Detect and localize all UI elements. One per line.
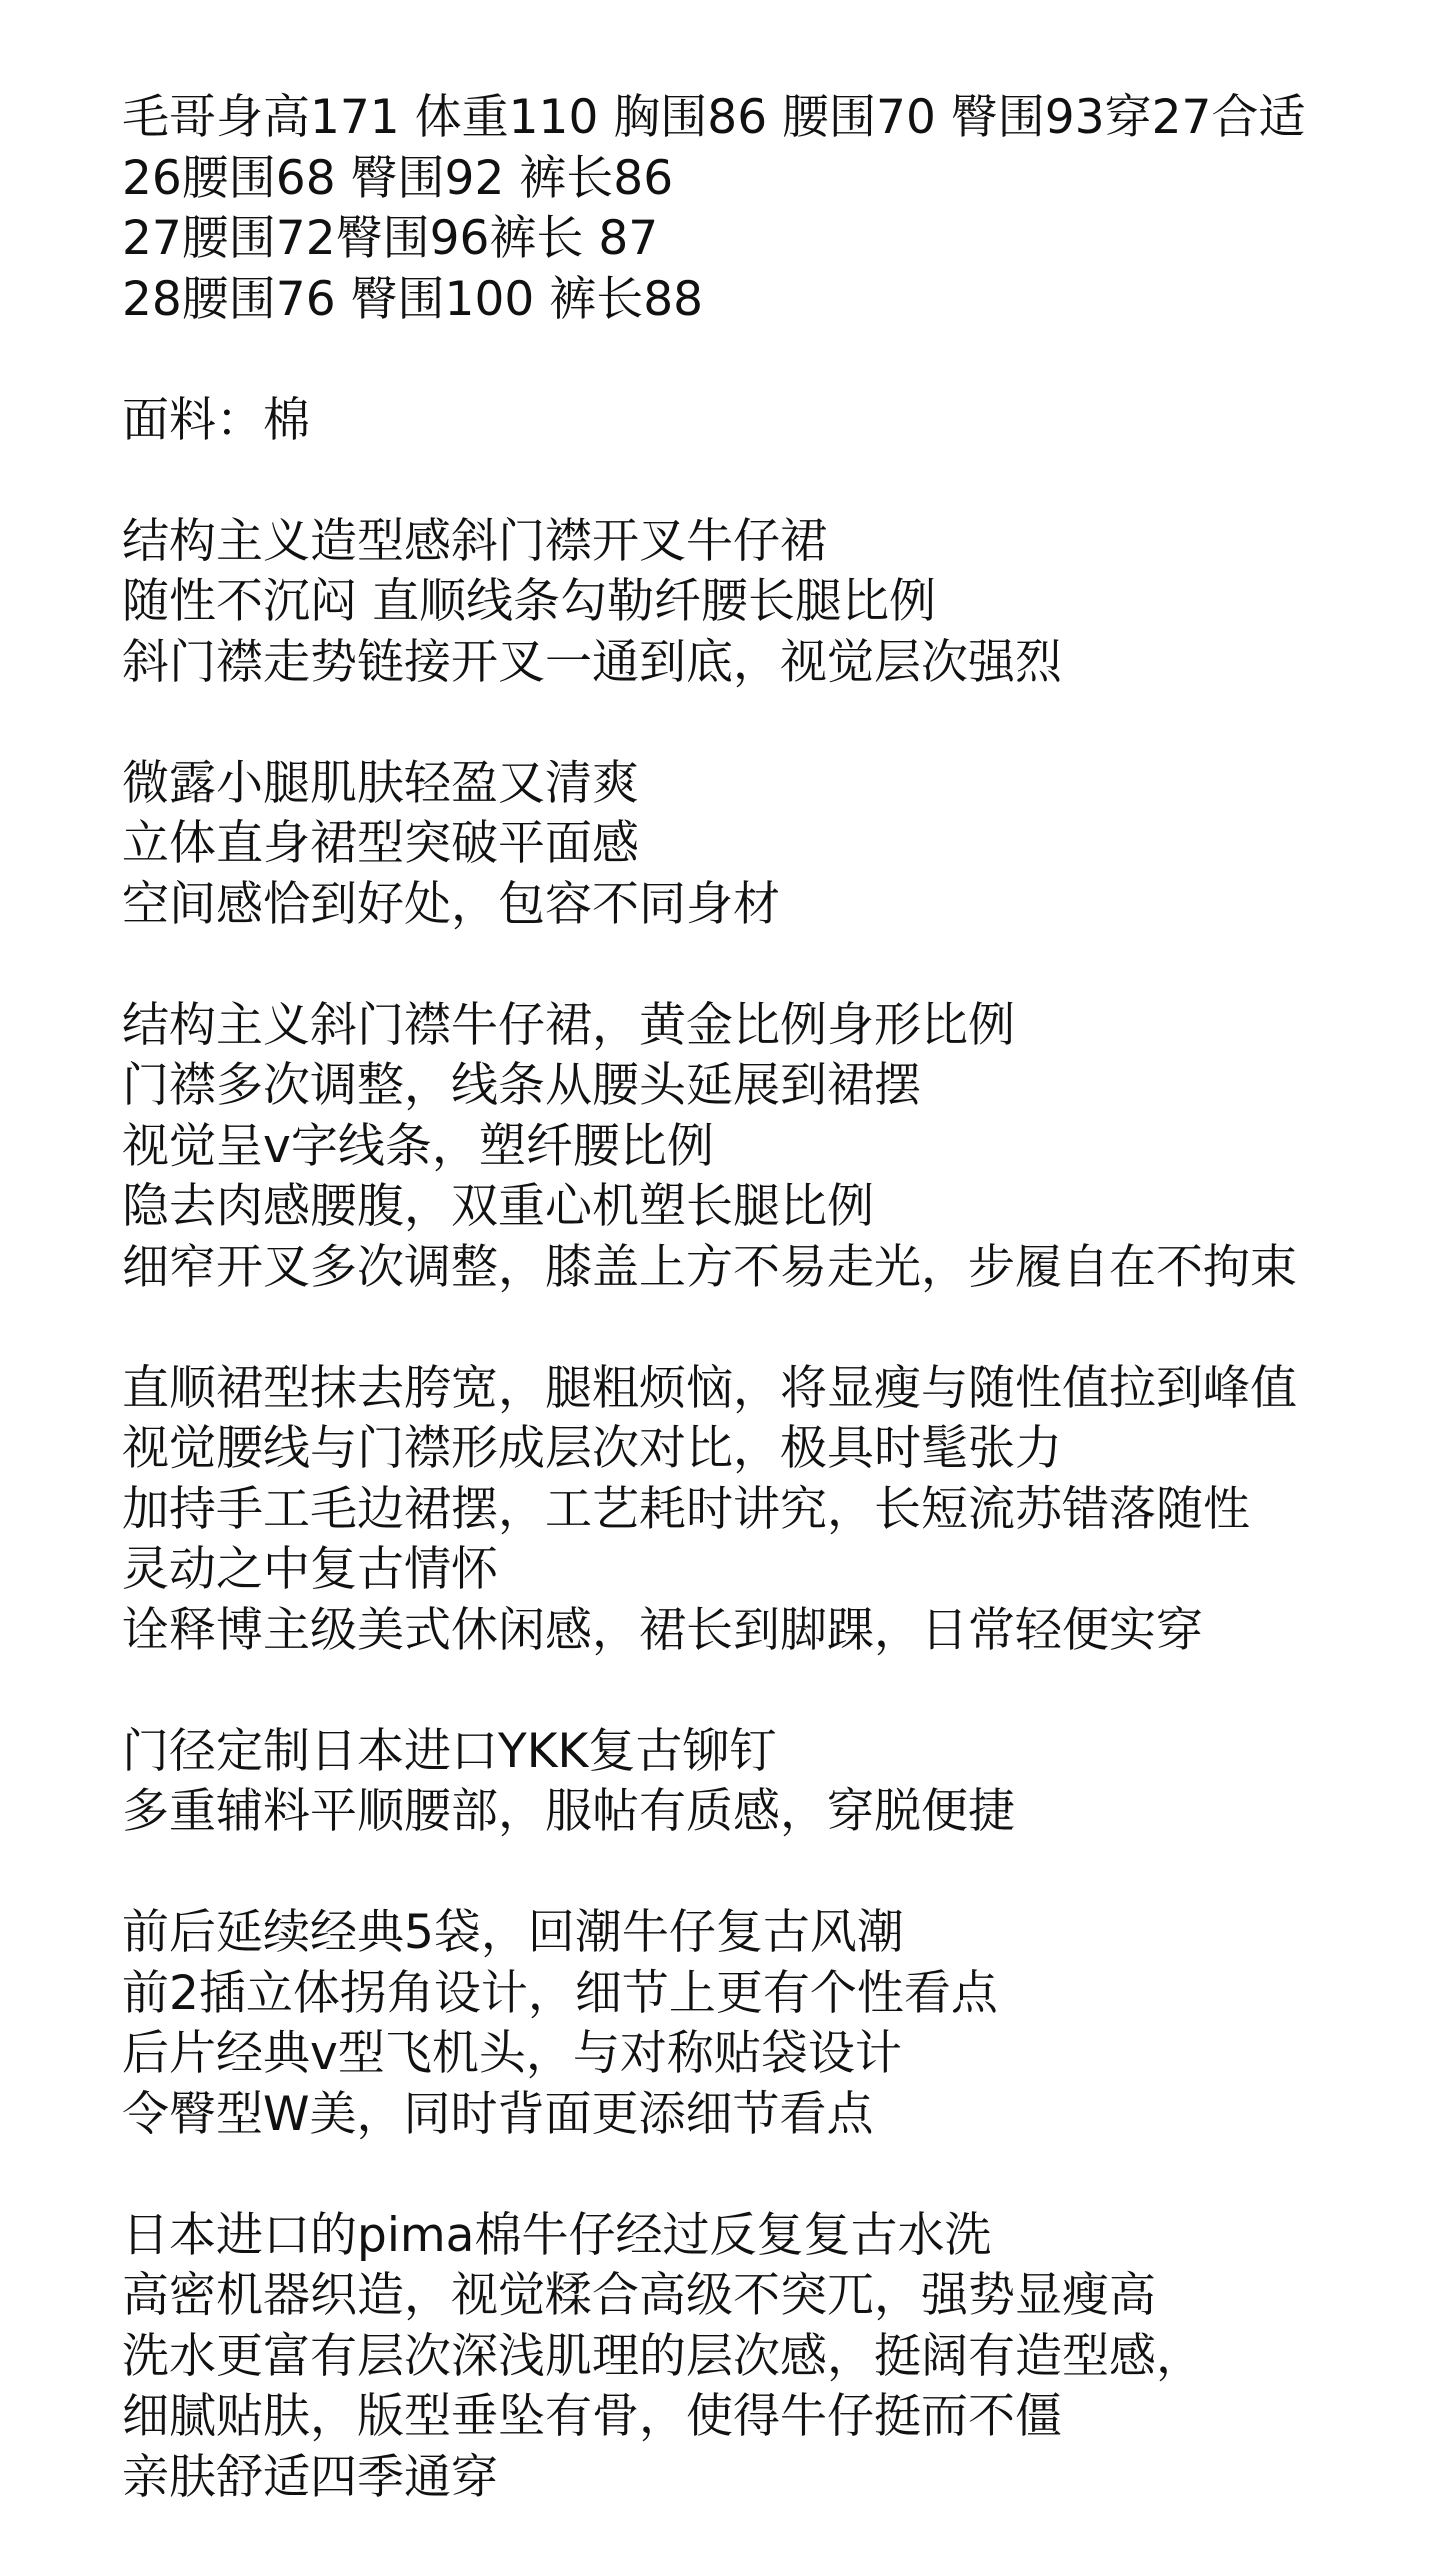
paragraph-7 [122, 2206, 1412, 2509]
text-line: 细腻贴肤，版型垂坠有骨，使得牛仔挺而不僵 [122, 2389, 1062, 2444]
blank-line [122, 935, 1412, 996]
paragraph-5 [122, 1722, 1412, 1843]
fabric-line: 面料：棉 [122, 392, 310, 448]
blank-line [122, 1298, 1412, 1359]
text-line: 前2插立体拐角设计，细节上更有个性看点 [122, 1965, 998, 2021]
fabric-section [122, 391, 1412, 452]
text-line: 细窄开叉多次调整，膝盖上方不易走光，步履自在不拘束 [122, 1239, 1297, 1295]
sizing-line: 毛哥身高171 体重110 胸围86 腰围70 臀围93穿27合适 [122, 90, 1306, 145]
text-line: 斜门襟走势链接开叉一通到底，视觉层次强烈 [122, 634, 1062, 690]
blank-line [122, 330, 1412, 391]
text-line: 视觉腰线与门襟形成层次对比，极具时髦张力 [122, 1421, 1062, 1476]
text-line: 后片经典v型飞机头，与对称贴袋设计 [122, 2026, 902, 2081]
text-line: 高密机器织造，视觉糅合高级不突兀，强势显瘦高 [122, 2268, 1156, 2323]
text-line: 空间感恰到好处，包容不同身材 [122, 876, 780, 932]
paragraph-1 [122, 512, 1412, 694]
paragraph-3 [122, 996, 1412, 1299]
text-line: 结构主义斜门襟牛仔裙，黄金比例身形比例 [122, 997, 1015, 1053]
text-line: 结构主义造型感斜门襟开叉牛仔裙 [122, 513, 827, 569]
text-line: 立体直身裙型突破平面感 [122, 816, 639, 871]
text-line: 门径定制日本进口YKK复古铆钉 [122, 1723, 777, 1779]
blank-line [122, 693, 1412, 754]
blank-line [122, 1661, 1412, 1722]
text-line: 诠释博主级美式休闲感，裙长到脚踝，日常轻便实穿 [122, 1602, 1203, 1658]
paragraph-6 [122, 1903, 1412, 2145]
text-line: 隐去肉感腰腹，双重心机塑长腿比例 [122, 1179, 874, 1234]
text-line: 令臀型W美，同时背面更添细节看点 [122, 2086, 874, 2142]
text-line: 前后延续经典5袋，回潮牛仔复古风潮 [122, 1905, 904, 1960]
text-line: 日本进口的pima棉牛仔经过反复复古水洗 [122, 2207, 992, 2263]
sizing-line: 28腰围76 臀围100 裤长88 [122, 271, 704, 327]
blank-line [122, 2145, 1412, 2206]
text-line: 灵动之中复古情怀 [122, 1542, 498, 1597]
text-line: 视觉呈v字线条，塑纤腰比例 [122, 1118, 714, 1174]
sizing-line: 26腰围68 臀围92 裤长86 [122, 150, 674, 206]
text-line: 加持手工毛边裙摆，工艺耗时讲究，长短流苏错落随性 [122, 1481, 1250, 1537]
blank-line [122, 1843, 1412, 1904]
sizing-section [122, 88, 1412, 330]
blank-line [122, 451, 1412, 512]
paragraph-4 [122, 1359, 1412, 1662]
text-line: 随性不沉闷 直顺线条勾勒纤腰长腿比例 [122, 574, 936, 629]
text-line: 微露小腿肌肤轻盈又清爽 [122, 755, 639, 811]
note-document [122, 88, 1412, 2508]
paragraph-2 [122, 754, 1412, 936]
text-line: 亲肤舒适四季通穿 [122, 2449, 498, 2505]
text-line: 门襟多次调整，线条从腰头延展到裙摆 [122, 1058, 921, 1113]
sizing-line: 27腰围72臀围96裤长 87 [122, 211, 659, 266]
text-line: 洗水更富有层次深浅肌理的层次感，挺阔有造型感， [122, 2328, 1203, 2384]
text-line: 直顺裙型抹去胯宽，腿粗烦恼，将显瘦与随性值拉到峰值 [122, 1360, 1297, 1416]
text-line: 多重辅料平顺腰部，服帖有质感，穿脱便捷 [122, 1784, 1015, 1839]
